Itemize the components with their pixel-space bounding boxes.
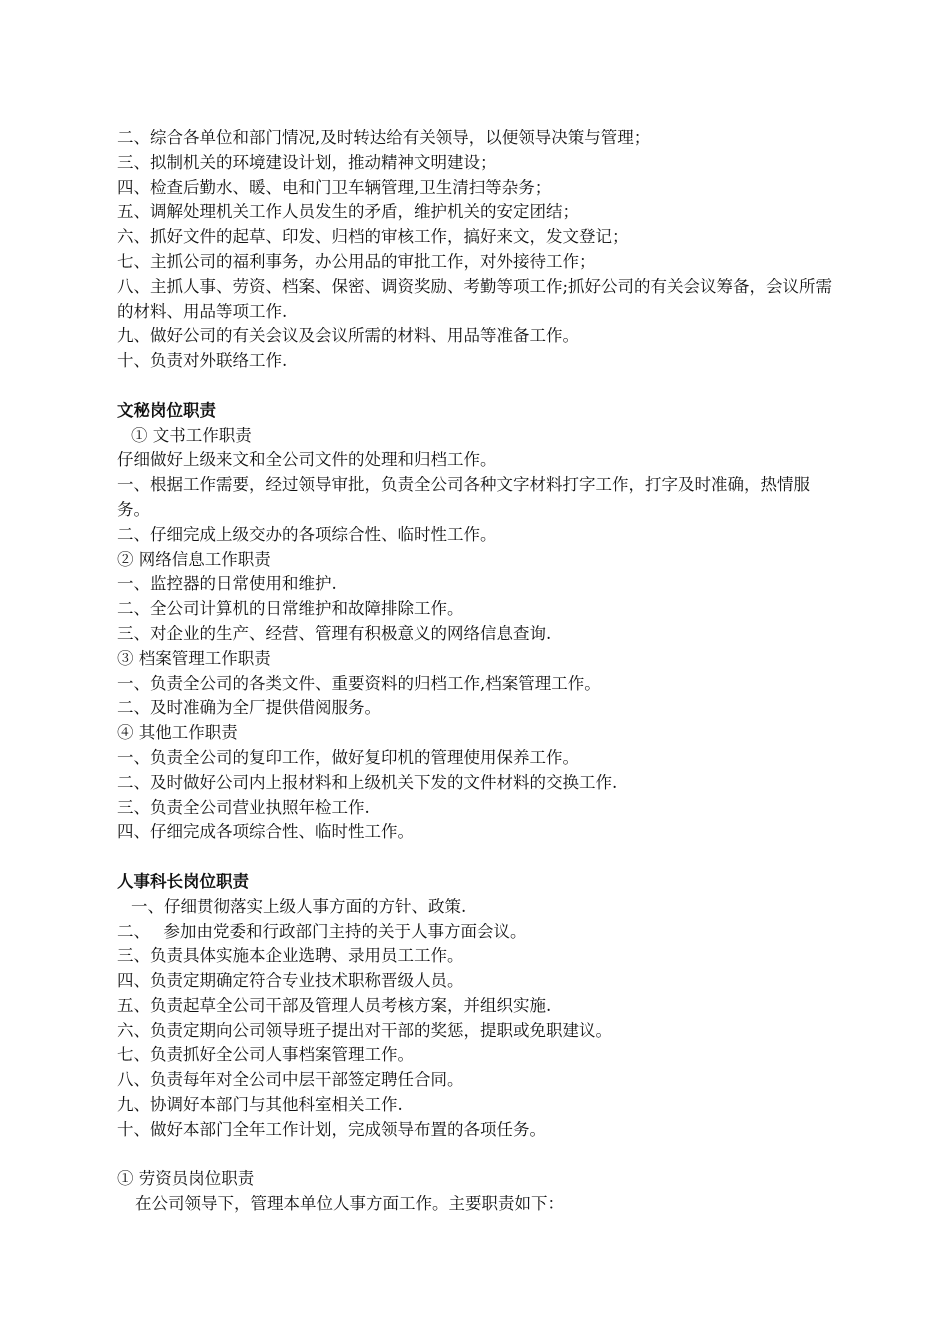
hr-duty-4: 四、负责定期确定符合专业技术职称晋级人员。 — [117, 971, 464, 991]
secretary-sub4-title: ④ 其他工作职责 — [117, 723, 238, 743]
hr-duty-7: 七、负责抓好全公司人事档案管理工作。 — [117, 1045, 414, 1065]
hr-duty-3: 三、负责具体实施本企业选聘、录用员工工作。 — [117, 946, 464, 966]
secretary-sub4-item-2: 二、及时做好公司内上报材料和上级机关下发的文件材料的交换工作. — [117, 772, 618, 792]
office-duty-10: 十、负责对外联络工作. — [117, 351, 288, 371]
secretary-sub4-item-4: 四、仔细完成各项综合性、临时性工作。 — [117, 822, 414, 842]
secretary-sub1-intro: 仔细做好上级来文和全公司文件的处理和归档工作。 — [117, 450, 497, 470]
hr-duty-8: 八、负责每年对全公司中层干部签定聘任合同。 — [117, 1070, 464, 1090]
secretary-sub3-item-1: 一、负责全公司的各类文件、重要资料的归档工作,档案管理工作。 — [117, 673, 601, 693]
office-duty-8: 八、主抓人事、劳资、档案、保密、调资奖励、考勤等项工作;抓好公司的有关会议筹备，会议所需的材料、用品等项工作. — [117, 276, 833, 321]
office-duty-4: 四、检查后勤水、暖、电和门卫车辆管理,卫生清扫等杂务； — [117, 177, 552, 197]
secretary-section-title: 文秘岗位职责 — [117, 400, 216, 420]
office-duty-9: 九、做好公司的有关会议及会议所需的材料、用品等准备工作。 — [117, 326, 579, 346]
secretary-sub1-item-1: 一、根据工作需要，经过领导审批，负责全公司各种文字材料打字工作，打字及时准确，热情服务。 — [117, 475, 810, 519]
secretary-sub2-item-2: 二、全公司计算机的日常维护和故障排除工作。 — [117, 599, 464, 619]
secretary-sub4-item-3: 三、负责全公司营业执照年检工作. — [117, 797, 370, 817]
hr-duty-5: 五、负责起草全公司干部及管理人员考核方案，并组织实施. — [117, 995, 552, 1015]
labor-section-intro: 在公司领导下，管理本单位人事方面工作。主要职责如下： — [135, 1194, 564, 1214]
office-duty-2: 二、综合各单位和部门情况,及时转达给有关领导，以便领导决策与管理； — [117, 128, 651, 147]
hr-section-title: 人事科长岗位职责 — [117, 871, 249, 891]
office-duty-7: 七、主抓公司的福利事务，办公用品的审批工作，对外接待工作； — [117, 251, 596, 271]
secretary-sub2-title: ② 网络信息工作职责 — [117, 549, 271, 569]
labor-section-title: ① 劳资员岗位职责 — [117, 1169, 255, 1189]
office-duty-6: 六、抓好文件的起草、印发、归档的审核工作，搞好来文，发文登记； — [117, 227, 629, 247]
secretary-sub2-item-3: 三、对企业的生产、经营、管理有积极意义的网络信息查询. — [117, 623, 552, 643]
hr-duty-6: 六、负责定期向公司领导班子提出对干部的奖惩，提职或免职建议。 — [117, 1020, 612, 1040]
secretary-sub4-item-1: 一、负责全公司的复印工作，做好复印机的管理使用保养工作。 — [117, 747, 579, 767]
secretary-sub2-item-1: 一、监控器的日常使用和维护. — [117, 574, 337, 594]
office-duty-3: 三、拟制机关的环境建设计划，推动精神文明建设； — [117, 152, 497, 172]
secretary-sub1-item-2: 二、仔细完成上级交办的各项综合性、临时性工作。 — [117, 524, 497, 544]
hr-duty-10: 十、做好本部门全年工作计划，完成领导布置的各项任务。 — [117, 1119, 546, 1139]
document-body — [117, 126, 842, 1217]
hr-duty-9: 九、协调好本部门与其他科室相关工作. — [117, 1095, 403, 1115]
spacer — [117, 845, 842, 870]
spacer — [117, 374, 842, 399]
secretary-sub3-item-2: 二、及时准确为全厂提供借阅服务。 — [117, 698, 381, 718]
office-duty-5: 五、调解处理机关工作人员发生的矛盾，维护机关的安定团结； — [117, 202, 579, 222]
spacer — [117, 1143, 842, 1168]
hr-duty-2: 二、 参加由党委和行政部门主持的关于人事方面会议。 — [117, 921, 527, 941]
secretary-sub3-title: ③ 档案管理工作职责 — [117, 648, 271, 668]
hr-duty-1: 一、仔细贯彻落实上级人事方面的方针、政策. — [131, 896, 467, 916]
secretary-sub1-title: ① 文书工作职责 — [131, 425, 252, 445]
